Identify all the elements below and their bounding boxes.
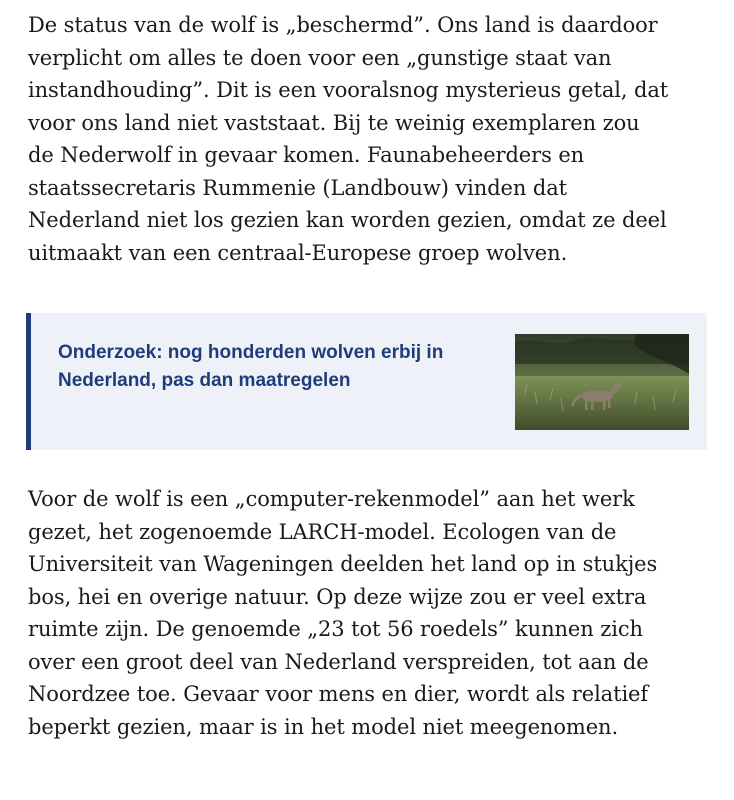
paragraph-line: over een groot deel van Nederland verspreiden, tot aan de: [28, 649, 649, 674]
paragraph-line: Noordzee toe. Gevaar voor mens en dier, wordt als relatief: [28, 682, 649, 706]
paragraph-line: de Nederwolf in gevaar komen. Faunabeheerders en: [28, 143, 585, 167]
paragraph-line: voor ons land niet vaststaat. Bij te weinig exemplaren zou: [28, 110, 640, 135]
paragraph-line: Universiteit van Wageningen deelden het land op in stukjes: [28, 552, 658, 576]
paragraph-line: Voor de wolf is een „computer-rekenmodel” aan het werk: [28, 487, 635, 511]
paragraph-line: staatssecretaris Rummenie (Landbouw) vinden dat: [28, 175, 567, 200]
paragraph-line: beperkt gezien, maar is in het model niet meegenomen.: [28, 714, 619, 739]
paragraph-line: verplicht om alles te doen voor een „gunstige staat van: [28, 45, 612, 70]
paragraph-line: instandhouding”. Dit is een vooralsnog mysterieus getal, dat: [28, 78, 669, 102]
article-paragraph-2: [28, 483, 718, 743]
paragraph-line: bos, hei en overige natuur. Op deze wijze zou er veel extra: [28, 584, 647, 609]
wolf-photo-thumbnail[interactable]: [515, 334, 689, 430]
related-title-line[interactable]: Onderzoek: nog honderden wolven erbij in: [58, 342, 444, 363]
wolf-photo-icon: [515, 334, 689, 430]
paragraph-line: De status van de wolf is „beschermd”. Ons land is daardoor: [28, 13, 658, 37]
related-article-title[interactable]: [58, 339, 468, 395]
paragraph-line: uitmaakt van een centraal-Europese groep wolven.: [28, 240, 568, 265]
paragraph-line: Nederland niet los gezien kan worden gezien, omdat ze deel: [28, 208, 667, 232]
related-title-line[interactable]: Nederland, pas dan maatregelen: [58, 370, 351, 391]
related-article-card[interactable]: [26, 313, 707, 450]
article-paragraph-1: [28, 9, 718, 269]
paragraph-line: ruimte zijn. De genoemde „23 tot 56 roedels” kunnen zich: [28, 617, 643, 641]
paragraph-line: gezet, het zogenoemde LARCH-model. Ecologen van de: [28, 519, 617, 544]
